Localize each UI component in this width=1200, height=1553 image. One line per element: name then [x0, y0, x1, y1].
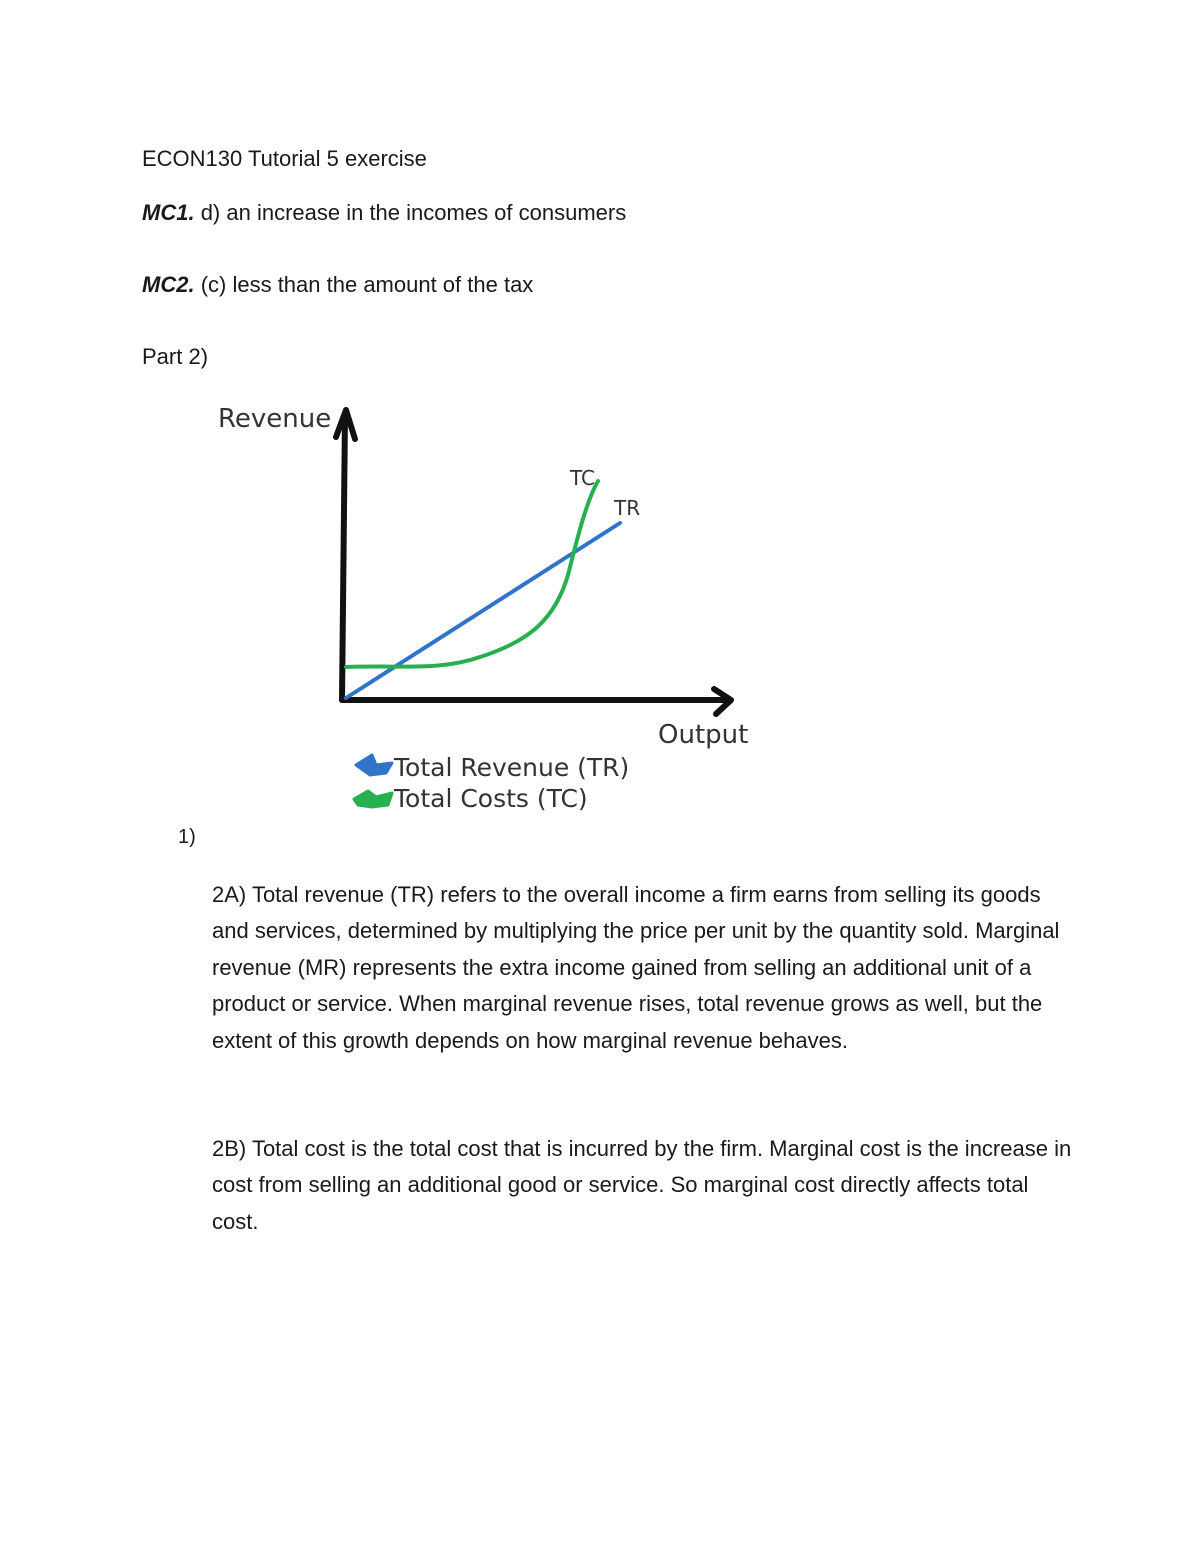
- tc-curve: [346, 481, 598, 667]
- y-axis-label: Revenue: [218, 404, 332, 434]
- mc1-answer: d) an increase in the incomes of consumers: [200, 200, 627, 225]
- revenue-cost-figure: [200, 395, 780, 825]
- part2-heading: Part 2): [142, 344, 209, 369]
- mc1-answer-line: [142, 200, 626, 226]
- legend-tc-label: Total Costs (TC): [394, 784, 588, 813]
- mc2-label: MC2.: [142, 272, 195, 297]
- legend-tc-swatch: [354, 791, 392, 807]
- y-axis: [342, 415, 345, 700]
- legend-tr-label: Total Revenue (TR): [394, 753, 630, 782]
- x-axis-label: Output: [658, 720, 749, 750]
- answer-2a: 2A) Total revenue (TR) refers to the overall income a firm earns from selling its goods and services, determined by multiplying the price per unit by the quantity sold. Marginal revenue (MR) represents the extra income gained from selling an additional unit of a product or service. When marginal revenue rises, total revenue grows as well, but the extent of this growth depends on how marginal revenue behaves.: [212, 882, 1060, 1053]
- mc1-label: MC1.: [142, 200, 195, 225]
- mc2-answer-line: [142, 272, 533, 298]
- legend-tr-swatch: [356, 755, 392, 775]
- tc-curve-label: TC: [570, 466, 596, 490]
- document-title: ECON130 Tutorial 5 exercise: [142, 146, 427, 171]
- question-number: 1): [178, 826, 196, 848]
- mc2-answer: (c) less than the amount of the tax: [200, 272, 534, 297]
- revenue-cost-chart: [200, 395, 780, 825]
- answer-2b: 2B) Total cost is the total cost that is incurred by the firm. Marginal cost is the increase in cost from selling an additional good or service. So marginal cost directly affects total cost.: [212, 1136, 1072, 1234]
- tr-curve-label: TR: [614, 496, 641, 520]
- tr-line: [346, 523, 620, 698]
